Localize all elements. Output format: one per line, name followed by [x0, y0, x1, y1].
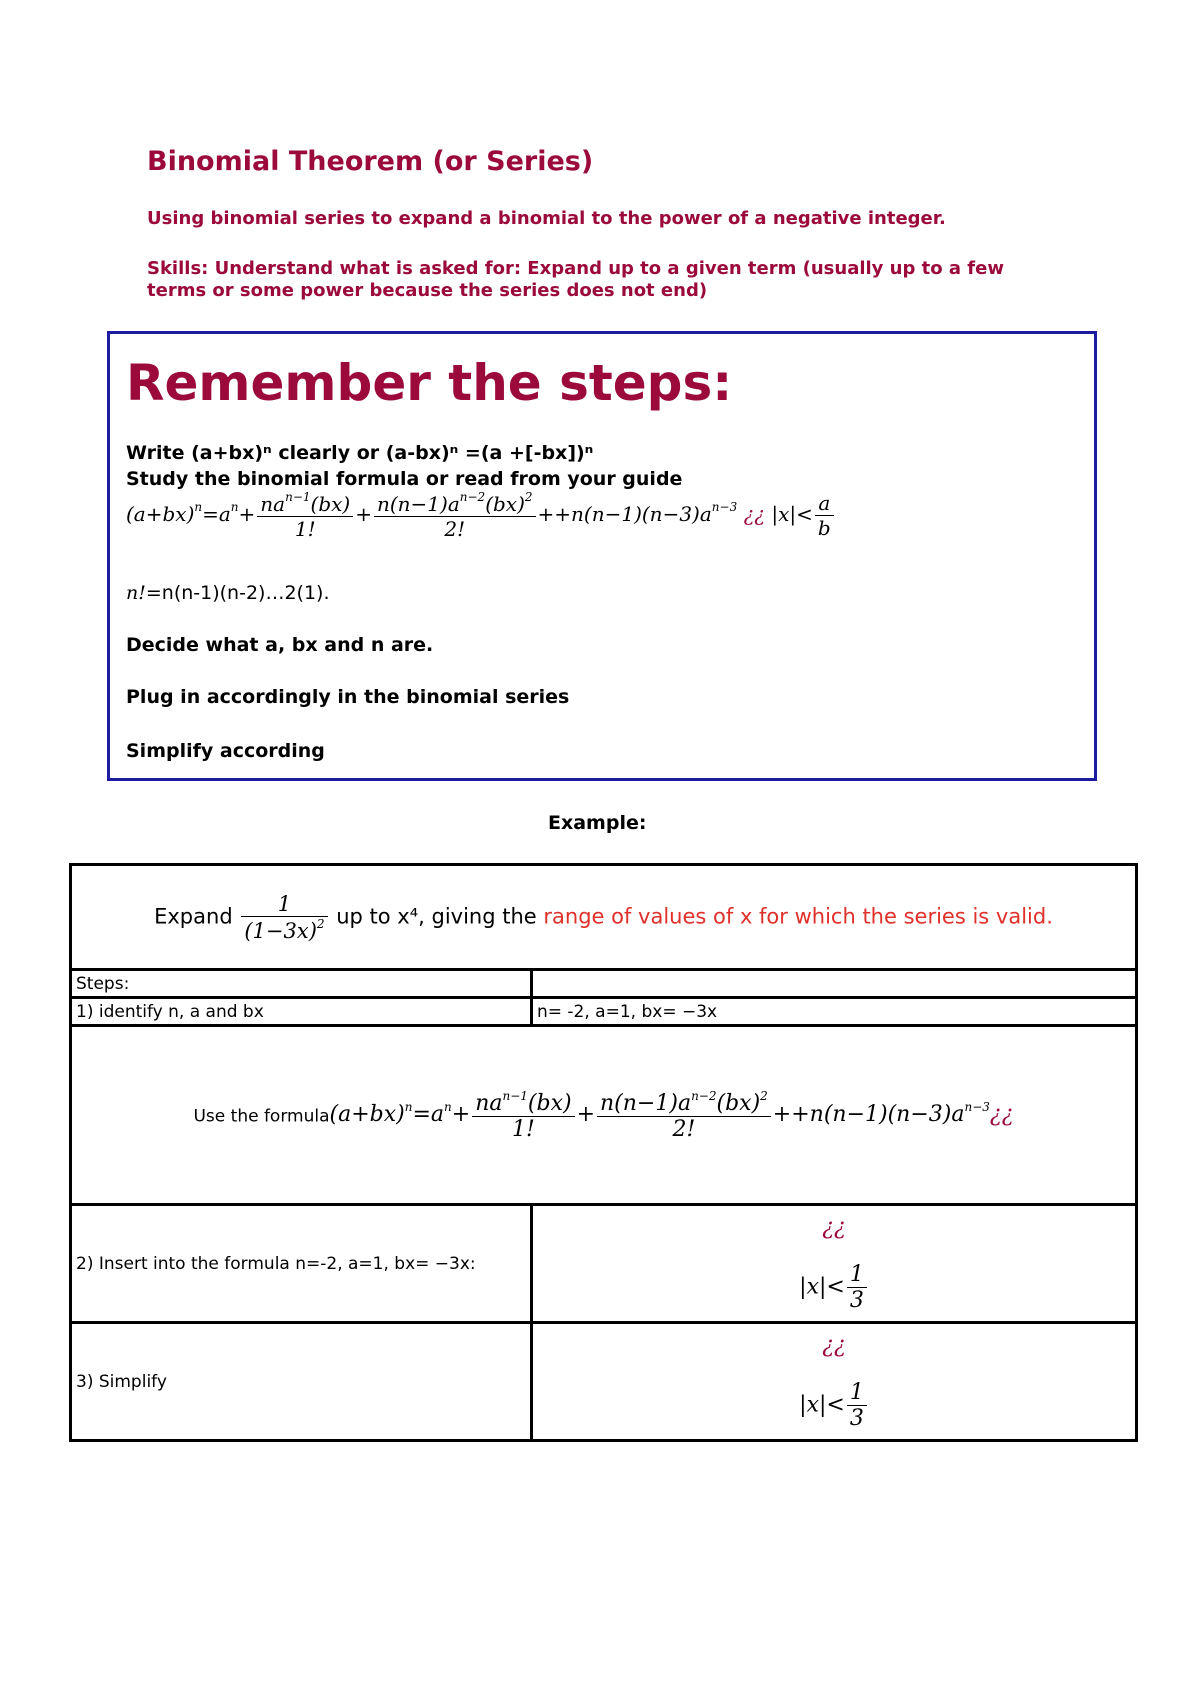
steps-heading: Remember the steps: — [126, 354, 733, 412]
step-simplify: Simplify according — [126, 740, 325, 762]
step-decide: Decide what a, bx and n are. — [126, 634, 434, 656]
simplify-label: 3) Simplify — [71, 1323, 532, 1441]
steps-empty-cell — [532, 970, 1137, 998]
range-highlight: range of values of x for which the series is valid. — [543, 904, 1053, 928]
example-formula: $(a+bx)^n=a^n+$ $\frac{na^{n-1}(bx)}{1!}$ + $\frac{n(n-1)a^{n-2}(bx)^2}{2!}$ $++n(n-1)(n-3)a^{n-3}¿¿$ — [329, 1088, 1014, 1142]
identify-label: 1) identify n, a and bx — [71, 998, 532, 1026]
binomial-formula: $(a+bx)^n=a^n+$ $\frac{na^{n-1}(bx)}{1!}$ + $\frac{n(n-1)a^{n-2}(bx)^2}{2!}$ $++n(n-1)(n-3)a^{n-3}$ ¿¿ |x|< $\frac{a}{b}$ — [126, 490, 836, 541]
expand-cell: Expand $\frac{1}{(1-3x)^2}$ up to x⁴, giving the range of values of x for which the series is valid. — [71, 865, 1137, 970]
example-label: Example: — [548, 812, 647, 834]
range-fraction: $\frac{a}{b}$ — [815, 491, 834, 540]
skills-text: Skills: Understand what is asked for: Expand up to a given term (usually up to a few terms or some power because the series does not end) — [147, 258, 1004, 301]
insert-range: |x|< $\frac{1}{3}$ — [537, 1262, 1131, 1313]
steps-label-cell: Steps: — [71, 970, 532, 998]
insert-label: 2) Insert into the formula n=-2, a=1, bx= −3x: — [71, 1205, 532, 1323]
use-formula-cell: Use the $formula(a+bx)^n=a^n+$ $\frac{na^{n-1}(bx)}{1!}$ + $\frac{n(n-1)a^{n-2}(bx)^2}{2!}$ $++n(n-1)(n-3)a^{n-3}¿¿$ — [71, 1026, 1137, 1205]
formula-term2: $\frac{n(n-1)a^{n-2}(bx)^2}{2!}$ — [374, 490, 536, 541]
page-title: Binomial Theorem (or Series) — [147, 146, 594, 177]
simplify-range: |x|< $\frac{1}{3}$ — [537, 1380, 1131, 1431]
formula-term1: $\frac{na^{n-1}(bx)}{1!}$ — [257, 490, 353, 541]
step-plug: Plug in accordingly in the binomial series — [126, 686, 570, 708]
simplify-result: ¿¿ |x|< $\frac{1}{3}$ — [532, 1323, 1137, 1441]
insert-result: ¿¿ |x|< $\frac{1}{3}$ — [532, 1205, 1137, 1323]
factorial-definition: n!=n(n-1)(n-2)…2(1). — [126, 582, 330, 604]
steps-box — [107, 331, 1097, 781]
step-write: Write (a+bx)ⁿ clearly or (a-bx)ⁿ =(a +[-bx])ⁿ — [126, 442, 594, 464]
page-subtitle: Using binomial series to expand a binomial to the power of a negative integer. — [147, 208, 946, 229]
expand-fraction: $\frac{1}{(1-3x)^2}$ — [241, 892, 327, 943]
identify-value: n= -2, a=1, bx= −3x — [532, 998, 1137, 1026]
example-table — [69, 863, 1138, 1442]
step-study: Study the binomial formula or read from your guide — [126, 468, 683, 490]
